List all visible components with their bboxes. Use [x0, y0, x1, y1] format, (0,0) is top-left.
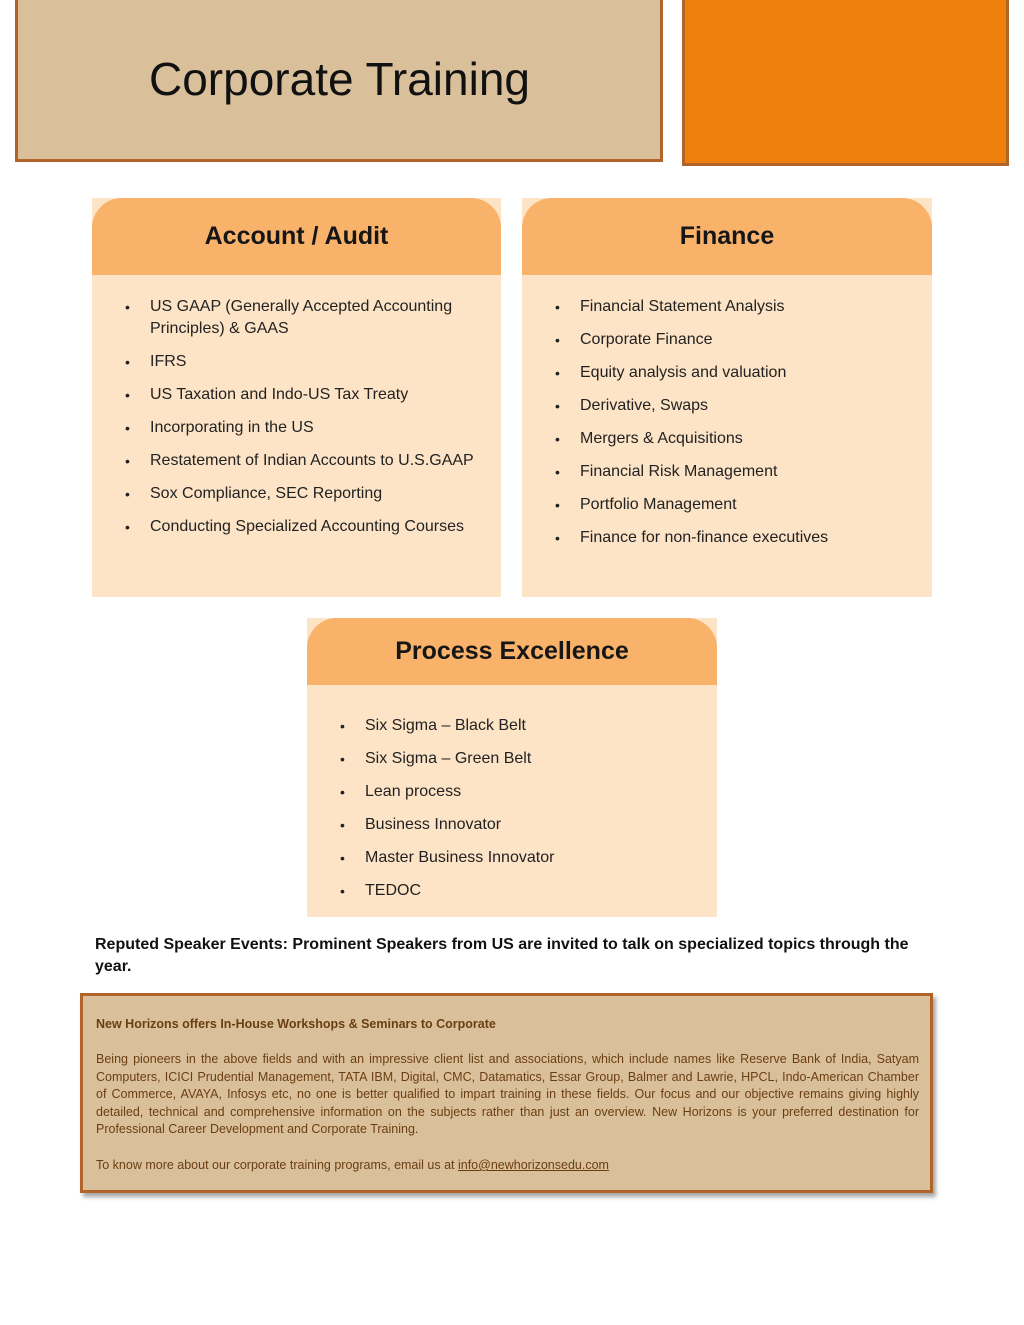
list-item: • Financial Risk Management — [522, 461, 932, 483]
info-heading: New Horizons offers In-House Workshops & Seminars to Corporate — [96, 1017, 496, 1031]
list-item: • IFRS — [92, 351, 501, 373]
info-paragraph: Being pioneers in the above fields and with an impressive client list and associations, which include names like Reserve Bank of India, Satyam Computers, ICICI Prudential Management, TATA IBM, Digital, CMC, Datamatics, Essar Group, Balmer and Lawrie, HPCL, Indo-American Chamber of Commerce, AVAYA, Infosys etc, no one is better qualified to impart training in these fields. Our focus and our objective remains giving highly detailed, technical and comprehensive information on the subjects rather than just an overview. New Horizons is your preferred destination for Professional Career Development and Corporate Training. — [96, 1052, 919, 1137]
process-excellence-title: Process Excellence — [307, 618, 717, 685]
list-item: • Finance for non-finance executives — [522, 527, 932, 549]
list-item: • Restatement of Indian Accounts to U.S.GAAP — [92, 450, 501, 472]
list-item: • Incorporating in the US — [92, 417, 501, 439]
list-item: • Corporate Finance — [522, 329, 932, 351]
contact-text: To know more about our corporate training programs, email us at — [96, 1158, 458, 1172]
process-excellence-list — [307, 715, 717, 913]
list-item: • Lean process — [307, 781, 717, 803]
reputed-speaker-note: Reputed Speaker Events: Prominent Speakers from US are invited to talk on specialized topics through the year. — [95, 936, 909, 975]
account-audit-title: Account / Audit — [92, 198, 501, 275]
list-item: • Conducting Specialized Accounting Courses — [92, 516, 501, 538]
finance-title: Finance — [522, 198, 932, 275]
list-item: • Derivative, Swaps — [522, 395, 932, 417]
page-title: Corporate Training — [149, 53, 530, 105]
list-item: • Equity analysis and valuation — [522, 362, 932, 384]
list-item: • Portfolio Management — [522, 494, 932, 516]
list-item: • TEDOC — [307, 880, 717, 902]
list-item: • Financial Statement Analysis — [522, 296, 932, 318]
email-link[interactable]: info@newhorizonsedu.com — [457, 1158, 609, 1172]
title-banner — [15, 0, 663, 162]
list-item: • Master Business Innovator — [307, 847, 717, 869]
list-item: • Mergers & Acquisitions — [522, 428, 932, 450]
list-item: • Six Sigma – Green Belt — [307, 748, 717, 770]
list-item: • Sox Compliance, SEC Reporting — [92, 483, 501, 505]
accent-block — [682, 0, 1009, 166]
list-item: • US Taxation and Indo-US Tax Treaty — [92, 384, 501, 406]
info-panel — [80, 993, 933, 1193]
list-item: • US GAAP (Generally Accepted Accounting Principles) & GAAS — [92, 296, 501, 340]
list-item: • Six Sigma – Black Belt — [307, 715, 717, 737]
finance-list — [522, 296, 932, 560]
account-audit-card — [92, 198, 501, 597]
finance-card — [522, 198, 932, 597]
process-excellence-card — [307, 618, 717, 917]
account-audit-list — [92, 296, 501, 549]
contact-line — [96, 1158, 609, 1172]
list-item: • Business Innovator — [307, 814, 717, 836]
